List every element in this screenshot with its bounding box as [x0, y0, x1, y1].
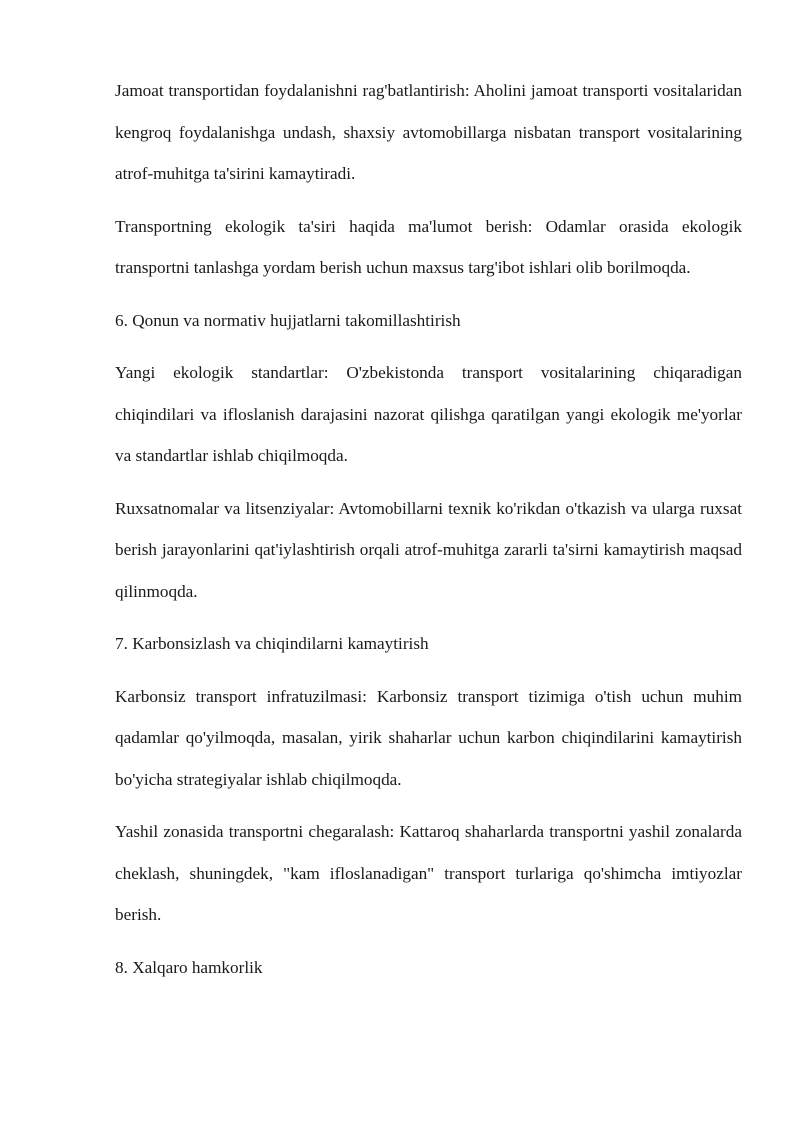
- section-heading-6: 6. Qonun va normativ hujjatlarni takomillashtirish: [115, 310, 461, 330]
- paragraph-public-transport: Jamoat transportidan foydalanishni rag'batlantirish: Aholini jamoat transporti vositalaridan kengroq foydalanishga undash, shaxsiy avtomobillarga nisbatan transport vositalarining atrof-muhitga ta'sirini kamaytiradi.: [115, 81, 742, 183]
- document-page: [115, 70, 742, 999]
- section-heading-7: 7. Karbonsizlash va chiqindilarni kamaytirish: [115, 634, 429, 653]
- section-heading-8: 8. Xalqaro hamkorlik: [115, 957, 263, 977]
- paragraph-green-zones: Yashil zonasida transportni chegaralash: Kattaroq shaharlarda transportni yashil zonalarda cheklash, shuningdek, "kam ifloslanadigan" transport turlariga qo'shimcha imtiyozlar berish.: [115, 822, 742, 924]
- paragraph-new-standards: Yangi ekologik standartlar: O'zbekistonda transport vositalarining chiqaradigan chiqindilari va ifloslanish darajasini nazorat qilishga qaratilgan yangi ekologik me'yorlar va standartlar ishlab chiqilmoqda.: [115, 363, 742, 465]
- paragraph-ecological-info: Transportning ekologik ta'siri haqida ma'lumot berish: Odamlar orasida ekologik transportni tanlashga yordam berish uchun maxsus targ'ibot ishlari olib borilmoqda.: [115, 216, 742, 277]
- paragraph-permits-licenses: Ruxsatnomalar va litsenziyalar: Avtomobillarni texnik ko'rikdan o'tkazish va ularga ruxsat berish jarayonlarini qat'iylashtirish orqali atrof-muhitga zararli ta'sirni kamaytirish maqsad qilinmoqda.: [115, 498, 742, 601]
- paragraph-carbon-free-infrastructure: Karbonsiz transport infratuzilmasi: Karbonsiz transport tizimiga o'tish uchun muhim qadamlar qo'yilmoqda, masalan, yirik shaharlar uchun karbon chiqindilarini kamaytirish bo'yicha strategiyalar ishlab chiqilmoqda.: [115, 686, 742, 789]
